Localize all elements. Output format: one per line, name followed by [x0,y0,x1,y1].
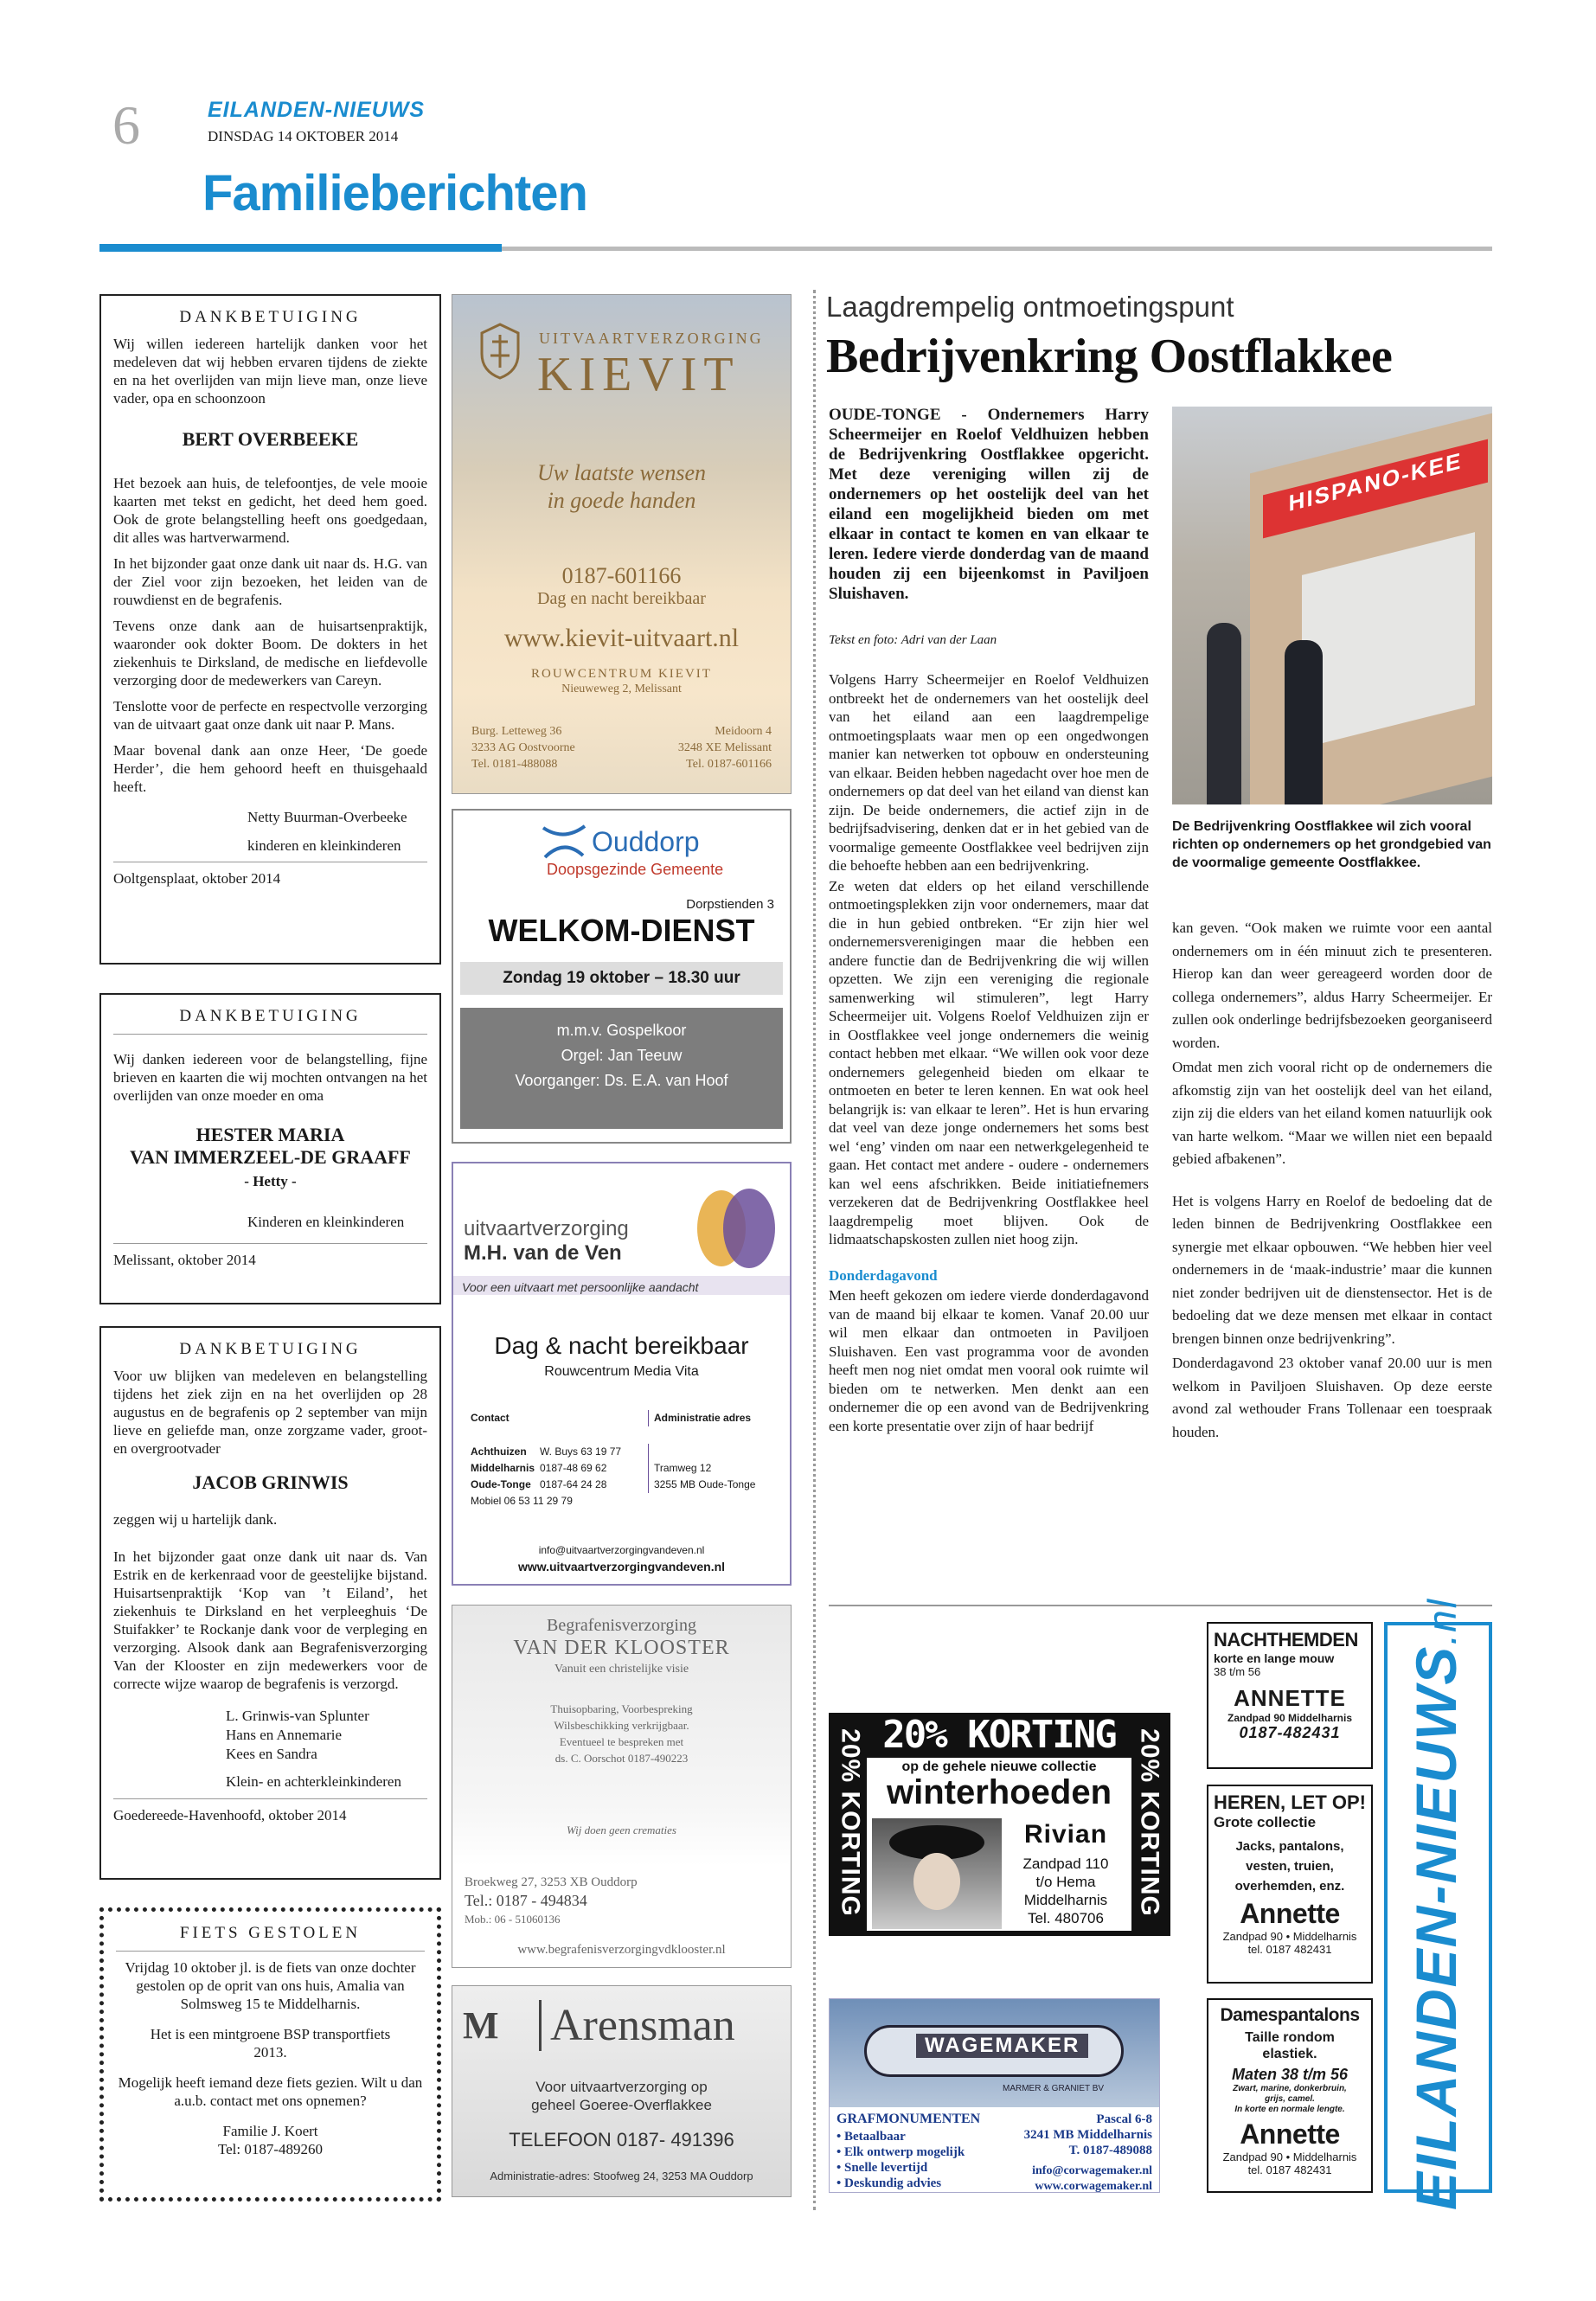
notice-thanks: zeggen wij u hartelijk dank. [113,1511,278,1528]
vandeven-name: M.H. van de Ven [464,1241,622,1265]
rivian-top: 20% KORTING [882,1713,1116,1757]
annette-phone: 0187-482431 [1239,1724,1341,1741]
vandeven-contact-table: Contact Administratie adres Achthuizen W. Buys 63 19 77 Middelharnis 0187-48 69 62 Tramweg 12 Oude-Tonge 0187-64 24 28 3255 MB Oude-Tonge Mobiel 06 53 11 29 79 [471,1412,756,1507]
header-rule-blue [99,244,502,252]
notice-paragraph: Tevens onze dank aan de huisartsenpraktijk, waaronder ook dokter Boom. De dokters in het ziekenhuis te Dirksland, de medische en liefdevolle verzorging door de medewerkers van Careyn. [113,618,427,689]
ad-annette-nachthemden [1207,1622,1373,1769]
notice-paragraph: In het bijzonder gaat onze dank uit naar ds. Van Estrik en de kerkenraad voor de geestelijke bijstand. Huisartsenpraktijk ‘Kop van ’t Eiland’, het ziekenhuis te Dirksland en het verpleeghuis ‘De Stuifakker’ te Rockanje dank voor de verpleging en verzorging. Alsook dank aan Begrafenisverzorging Van der Klooster en zijn medewerkers voor de correcte wijze waarop de begrafenis is verzorgd. [113,1548,427,1692]
ad-van-de-ven [452,1162,792,1586]
annette-items: Jacks, pantalons, vesten, truien, overhemden, enz. [1234,1839,1345,1894]
notice-title: DANKBETUIGING [179,308,362,326]
notice-fiets-gestolen [99,1907,441,2202]
notice-jacob-grinwis [99,1326,441,1880]
notice-signature: Netty Buurman-Overbeeke [247,809,407,825]
annette-sub: Grote collectie [1214,1814,1317,1830]
vandeven-website: www.uitvaartverzorgingvandeven.nl [517,1560,726,1574]
notice-paragraph: Maar bovenal dank aan onze Heer, ‘De goede Herder’, die hem gehoord heeft en thuisgehaald heeft. [113,742,427,795]
annette-address: Zandpad 90 • Middelharnis [1222,1930,1357,1943]
article-headline: Bedrijvenkring Oostflakkee [826,330,1393,383]
notice-hester-maria [99,993,441,1304]
notice-signature: L. Grinwis-van Splunter [226,1708,369,1724]
ad-annette-dames [1207,1998,1373,2193]
annette-sizes: 38 t/m 56 [1214,1665,1261,1678]
rivian-main: winterhoeden [886,1773,1112,1811]
kievit-crest-icon [477,321,523,381]
article-lead: OUDE-TONGE - Ondernemers Harry Scheermeijer en Roelof Veldhuizen hebben de Bedrijvenkring Oostflakkee opgericht. Met deze vereniging willen zij de ondernemers op het oostelijk deel van het eiland een mogelijkheid bieden om met elkaar in contact te komen en van elkaar te leren. Iedere vierde donderdag van de maand houden zij een bijeenkomst in Paviljoen Sluishaven. [829,406,1149,603]
notice-name: HESTER MARIA VAN IMMERZEEL-DE GRAAFF [130,1124,411,1168]
notice-paragraph: Vrijdag 10 oktober jl. is de fiets van onze dochter gestolen op de oprit van ons huis, Amalia van Solmsweg 15 te Middelharnis. [125,1959,416,2012]
kievit-website: www.kievit-uitvaart.nl [503,624,740,652]
ad-van-der-klooster [452,1605,792,1968]
notice-signature: Hans en Annemarie [226,1727,343,1743]
article-paragraph: Volgens Harry Scheermeijer en Roelof Veldhuizen ontbreekt het de ondernemers van het oostelijk deel van het eiland aan een laagdrempelige ontmoetingsplaats waar men op een ongedwongen manier kan netwerken tot opbouw en ondersteuning van elkaar. Beiden hebben nagedacht over hoe men de ondernemers op dat deel van het eiland van dienst kan zijn. De beide ondernemers, die actief zijn in de bedrijfsadvisering, denken dat er in het gebied van de voormalige gemeente Oostflakkee veel bedrijven zijn die behoefte hebben aan een bedrijvenkring. [829,671,1149,874]
article-photo [1172,407,1492,804]
notice-place: Goedereede-Havenhoofd, oktober 2014 [113,1807,347,1823]
vandeven-slogan-bar: Voor een uitvaart met persoonlijke aandacht [462,1280,699,1294]
wagemaker-bullets: • Betaalbaar • Elk ontwerp mogelijk • Snelle levertijd • Deskundig advies [836,2130,965,2190]
notice-paragraph: Het bezoek aan huis, de telefoontjes, de vele mooie kaarten met tekst en gedicht, het deed hem goed. Ook de grote belangstelling heeft ons goedgedaan, dit alles was hartverwarmend. [113,475,427,546]
arensman-admin: Administratie-adres: Stoofweg 24, 3253 MA Ouddorp [490,2170,753,2182]
article-paragraph: Donderdagavond 23 oktober vanaf 20.00 uur is men welkom in Paviljoen Sluishaven. Op deze eerste avond zal wethouder Frans Tollenaar een toespraak houden. [1172,1355,1492,1440]
article-column-1 [829,670,1149,1437]
notice-title: FIETS GESTOLEN [179,1924,362,1942]
ad-rivian [829,1713,1170,1936]
ad-arensman [452,1985,792,2197]
notice-bert-overbeeke [99,294,441,965]
ad-ouddorp [452,809,792,1144]
klooster-note: Wij doen geen crematies [567,1823,676,1836]
notice-place: Ooltgensplaat, oktober 2014 [113,870,281,887]
annette-phone: tel. 0187 482431 [1247,1943,1332,1956]
annette-title: Damespantalons [1220,2005,1360,2025]
annette-colors: Zwart, marine, donkerbruin, grijs, camel. In korte en normale lengte. [1233,2084,1347,2114]
article-column-2 [1172,917,1492,1445]
klooster-sub: Begrafenisverzorging [547,1616,696,1635]
notice-paragraph: Mogelijk heeft iemand deze fiets gezien. Wilt u dan a.u.b. contact met ons opnemen? [118,2074,423,2109]
arensman-logo: Arensman [539,2000,735,2051]
kievit-address-right: Meidoorn 4 3248 XE Melissant Tel. 0187-601166 [677,725,772,771]
annette-sub: korte en lange mouw [1214,1651,1335,1665]
section-title: Familieberichten [202,165,587,221]
kievit-phone: 0187-601166 [561,563,682,588]
wagemaker-sub: MARMER & GRANIET BV [1003,2084,1105,2093]
ouddorp-name: Ouddorp [592,826,700,857]
rivian-photo [872,1818,1002,1929]
notice-paragraph: In het bijzonder gaat onze dank uit naar ds. H.G. van der Ziel voor zijn bezoeken, het leiden van de rouwdienst en de begrafenis. [113,555,427,608]
ouddorp-church: Doopsgezinde Gemeente [547,861,724,878]
rivian-face [913,1853,960,1910]
ad-wagemaker [829,1998,1160,2193]
klooster-services: Thuisopbaring, Voorbespreking Wilsbeschikking verkrijgbaar. Eventueel te bespreken met ds. C. Oorschot 0187-490223 [550,1702,693,1765]
notice-paragraph: Tenslotte voor de perfecte en respectvolle verzorging van de uitvaart gaat onze dank uit naar P. Mans. [113,698,427,733]
wagemaker-address: Pascal 6-8 3241 MB Middelharnis T. 0187-489088 [1023,2112,1152,2157]
ouddorp-date: Zondag 19 oktober – 18.30 uur [460,962,783,995]
article-paragraph: Het is volgens Harry en Roelof de bedoeling dat de leden binnen de Bedrijvenkring Oostflakkee een synergie met elkaar opbouwen. “We hebben hier veel ondernemers in de ‘maak-industrie’ maar die kunnen niet zonder bedrijven uit de dienstensector. Het is de bedoeling dat we deze mensen met elkaar in contact brengen binnen onze bedrijvenkring”. [1172,1192,1492,1347]
article-subheading: Donderdagavond [829,1266,938,1284]
photo-person-right [1285,640,1323,804]
annette-items: Taille rondom elastiek. [1245,2030,1335,2061]
notice-signature: Kinderen en kleinkinderen [247,1214,405,1230]
vandeven-sub: uitvaartverzorging [464,1217,629,1240]
wagemaker-web: info@corwagemaker.nl www.corwagemaker.nl [1032,2164,1152,2193]
wagemaker-title: GRAFMONUMENTEN [836,2112,981,2126]
notice-nickname: - Hetty - [244,1173,297,1189]
annette-name: Annette [1240,1898,1340,1929]
annette-title: NACHTHEMDEN [1214,1629,1358,1650]
notice-intro: Wij willen iedereen hartelijk danken voor het medeleven dat wij hebben ervaren tijdens de ziekte en na het overlijden van mijn lieve man, onze lieve vader, opa en schoonzoon [113,336,427,407]
article-paragraph: Omdat men zich vooral richt op de ondernemers die afkomstig zijn van het oostelijk deel van het eiland, zijn zij die elders van het eiland komen natuurlijk ook van harte welkom. “Maar we willen niet een bepaald gebied afbakenen”. [1172,1059,1492,1167]
rivian-side-left: 20% KORTING [836,1728,865,1917]
notice-name: JACOB GRINWIS [192,1471,349,1493]
ad-annette-heren [1207,1785,1373,1984]
kievit-slogan: Uw laatste wensen in goede handen [537,460,706,513]
arensman-tagline: Voor uitvaartverzorging op geheel Goeree-Overflakkee [531,2079,712,2113]
rivian-line: op de gehele nieuwe collectie [901,1759,1097,1774]
rivian-address: Zandpad 110 t/o Hema Middelharnis Tel. 480706 [1022,1856,1109,1926]
photo-person-left [1207,623,1241,804]
arensman-logo-mark: M [463,2004,499,2047]
paper-name: EILANDEN-NIEUWS [208,98,426,122]
article-paragraph: Ze weten dat elders op het eiland verschillende ontmoetingsplekken zijn voor ondernemers, maar dat die in hun gebied ontbreken. “Er zijn hier wel ondernemersverenigingen maar die hebben een andere functie dan de Bedrijvenkring die wij willen opzetten. We zijn een vereniging die regionale samenwerking wil stimuleren”, legt Harry Scheermeijer uit. Volgens Roelof Veldhuizen zijn er in Oostflakkee veel jonge ondernemers die weinig contact hebben met elkaar. “We willen ook voor deze ondernemers gelegenheid bieden om elkaar te ontmoeten en beter te leren kennen. En wat ook heel belangrijk is: van elkaar te leren”. Het is hun ervaring dat veel van deze jonge ondernemers het soms best wel ‘eng’ vinden om naar een netwerkgelegenheid te gaan. Het contact met andere - oudere - ondernemers kan wel eens afschrikken. Beide initiatiefnemers verzekeren dat de Bedrijvenkring Oostflakkee heel laagdrempelig moet blijven. Ook de lidmaatschapskosten zullen niet hoog zijn. [829,877,1149,1247]
notice-title: DANKBETUIGING [179,1340,362,1358]
klooster-name: VAN DER KLOOSTER [513,1637,730,1659]
vandeven-avail: Dag & nacht bereikbaar [494,1332,749,1359]
sidebar-brand: EILANDEN-NIEUWS.nl [1404,1598,1468,2210]
article-paragraph: Men heeft gekozen om iedere vierde donderdagavond van de maand bij elkaar te komen. Vanaf 20.00 uur wil men elkaar dan ontmoeten in Paviljoen Sluishaven. Een vast programma voor de avonden heeft men nog niet omdat men vooral ook ruimte wil bieden om te netwerken. Men denkt aan een ondernemer die op een avond van de Bedrijvenkring een korte presentatie over zijn of haar bedrijf [829,1287,1149,1434]
klooster-contact: Broekweg 27, 3253 XB Ouddorp Tel.: 0187 - 494834 Mob.: 06 - 51060136 [465,1875,638,1926]
kievit-rouwcentrum: ROUWCENTRUM KIEVIT [531,667,712,681]
article-credit: Tekst en foto: Adri van der Laan [829,633,997,647]
kievit-name: KIEVIT [537,348,740,401]
rivian-brand: Rivian [1023,1820,1108,1849]
article-divider [813,290,816,2210]
notice-name: BERT OVERBEEKE [182,428,359,450]
notice-phone: Tel: 0187-489260 [217,2141,324,2157]
kievit-sub: UITVAARTVERZORGING [539,330,764,347]
notice-signature: Kees en Sandra [226,1746,317,1762]
rivian-panel [867,1758,1131,1931]
vandeven-email: info@uitvaartverzorgingvandeven.nl [538,1544,705,1556]
ouddorp-logo-icon [540,821,588,862]
article-photo-caption: De Bedrijvenkring Oostflakkee wil zich vooral richten op ondernemers op het grondgebied van de voormalige gemeente Oostflakkee. [1172,819,1491,870]
notice-title: DANKBETUIGING [179,1007,362,1025]
notice-place: Melissant, oktober 2014 [113,1252,256,1268]
notice-intro: Voor uw blijken van medeleven en belangstelling tijdens het ziek zijn en na het overlijden op 28 augustus en de begrafenis op 2 september van mijn lieve en geliefde man, onze zorgzame vader, groot- en overgrootvader [113,1368,427,1457]
annette-sizes: Maten 38 t/m 56 [1231,2066,1349,2083]
ouddorp-details: m.m.v. Gospelkoor Orgel: Jan Teeuw Voorganger: Ds. E.A. van Hoof [460,1008,783,1129]
klooster-website: www.begrafenisverzorgingvdklooster.nl [517,1943,726,1957]
page-number: 6 [112,94,140,156]
photo-sign-text: HISPANO-KEE [1288,446,1463,517]
ouddorp-title: WELKOM-DIENST [488,913,755,948]
ouddorp-street: Dorpstienden 3 [686,897,774,912]
wagemaker-name: WAGEMAKER [916,2034,1088,2058]
klooster-tag: Vanuit een christelijke visie [554,1663,689,1676]
annette-title: HEREN, LET OP! [1214,1791,1367,1813]
kievit-rouwcentrum-address: Nieuweweg 2, Melissant [561,683,682,695]
annette-name: ANNETTE [1234,1685,1346,1711]
notice-signature: kinderen en kleinkinderen [247,837,401,854]
vandeven-rouwcentrum: Rouwcentrum Media Vita [544,1364,699,1379]
header-rule-grey [502,247,1492,251]
notice-paragraph: Het is een mintgroene BSP transportfiets 2013. [150,2026,391,2061]
notice-signature: Familie J. Koert [222,2123,318,2139]
issue-date: DINSDAG 14 OKTOBER 2014 [208,128,399,144]
kievit-address-left: Burg. Letteweg 36 3233 AG Oostvoorne Tel. 0181-488088 [471,725,575,771]
ad-kievit [452,294,792,794]
notice-intro: Wij danken iedereen voor de belangstelling, fijne brieven en kaarten die wij mochten ontvangen na het overlijden van onze moeder en oma [113,1051,427,1104]
annette-name: Annette [1240,2118,1340,2150]
kievit-avail: Dag en nacht bereikbaar [537,589,706,608]
annette-phone: tel. 0187 482431 [1247,2163,1332,2176]
vandeven-logo-icon [687,1185,782,1272]
article-kicker: Laagdrempelig ontmoetingspunt [826,291,1234,323]
notice-signature: Klein- en achterkleinkinderen [226,1773,401,1790]
rivian-side-right: 20% KORTING [1135,1728,1164,1917]
annette-address: Zandpad 90 Middelharnis [1227,1712,1353,1724]
arensman-phone: TELEFOON 0187- 491396 [509,2129,734,2150]
annette-address: Zandpad 90 • Middelharnis [1222,2150,1357,2163]
article-paragraph: kan geven. “Ook maken we ruimte voor een aantal ondernemers om in één minuut zich te presenteren. Hierop kan dan weer gereageerd worden door de collega ondernemers”, aldus Harry Scheermeijer. Er zullen ook onderlinge bedrijfsbezoeken georganiseerd worden. [1172,920,1492,1051]
